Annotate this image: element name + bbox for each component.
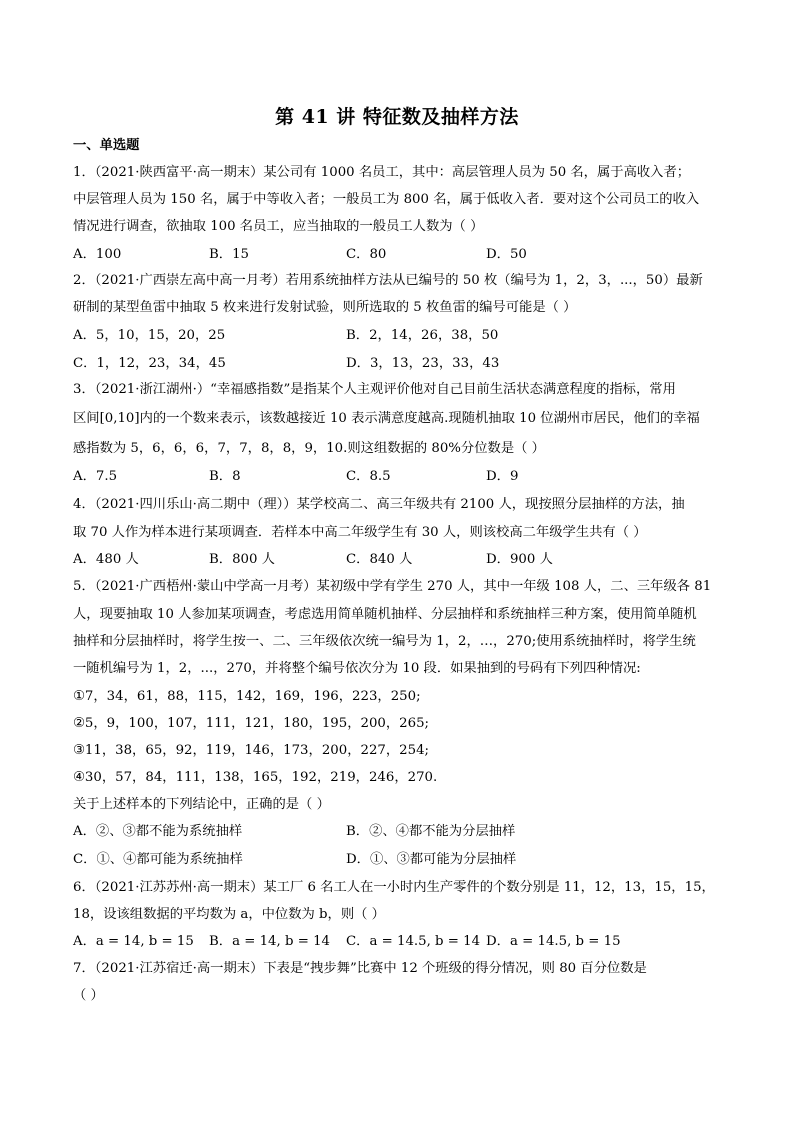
question-1-line-3: 情况进行调查，欲抽取 100 名员工，应当抽取的一般员工人数为（ ） <box>73 219 484 234</box>
question-5-line-4: 一随机编号为 1，2，...，270，并将整个编号依次分为 10 段．如果抽到的号码有下列四种情况: <box>73 661 641 676</box>
question-5-option-b: B．②、④都不能为分层抽样 <box>346 824 516 839</box>
question-6-option-b: B．a = 14, b = 14 <box>209 934 330 949</box>
question-4-option-d: D．900 人 <box>486 552 553 567</box>
question-5-line-1: 5．（2021·广西梧州·蒙山中学高一月考）某初级中学有学生 270 人，其中一年级 108 人，二、三年级各 81 <box>73 579 712 594</box>
question-5-option-a: A．②、③都不能为系统抽样 <box>73 824 243 839</box>
question-2-option-d: D．3，13，23，33，43 <box>346 356 500 371</box>
question-1-option-d: D．50 <box>486 247 527 262</box>
section-heading: 一、单选题 <box>73 138 140 153</box>
question-3-option-b: B．8 <box>209 469 241 484</box>
question-5-sample-1: ①7，34，61，88，115，142，169，196，223，250; <box>73 689 421 704</box>
question-3-line-3: 感指数为 5，6，6，6，7，7，8，8，9，10.则这组数据的 80%分位数是（ ） <box>73 441 545 456</box>
question-1-option-b: B．15 <box>209 247 249 262</box>
question-5-line-9: 关于上述样本的下列结论中，正确的是（ ） <box>73 797 330 812</box>
question-5-line-2: 人，现要抽取 10 人参加某项调查，考虑选用简单随机抽样、分层抽样和系统抽样三种方案，使用简单随机 <box>73 607 697 622</box>
question-5-sample-2: ②5，9，100，107，111，121，180，195，200，265; <box>73 716 430 731</box>
question-1-line-1: 1．（2021·陕西富平·高一期末）某公司有 1000 名员工，其中：高层管理人员为 50 名，属于高收入者； <box>73 165 691 180</box>
question-4-option-a: A．480 人 <box>73 552 139 567</box>
question-3-option-c: C．8.5 <box>346 469 391 484</box>
question-2-option-a: A．5，10，15，20，25 <box>73 328 226 343</box>
question-7-line-1: 7．（2021·江苏宿迁·高一期末）下表是“拽步舞”比赛中 12 个班级的得分情况，则 80 百分位数是 <box>73 961 647 976</box>
question-7-line-2: （ ） <box>73 988 104 1003</box>
question-6-option-d: D．a = 14.5, b = 15 <box>486 934 621 949</box>
question-2-option-c: C．1，12，23，34，45 <box>73 356 226 371</box>
question-6-option-c: C．a = 14.5, b = 14 <box>346 934 481 949</box>
question-1-option-c: C．80 <box>346 247 387 262</box>
question-3-line-1: 3．（2021·浙江湖州·）“幸福感指数”是指某个人主观评价他对自己目前生活状态满意程度的指标，常用 <box>73 382 676 397</box>
question-2-line-1: 2．（2021·广西崇左高中高一月考）若用系统抽样方法从已编号的 50 枚（编号为 1，2，3，...，50）最新 <box>73 273 703 288</box>
question-5-sample-4: ④30，57，84，111，138，165，192，219，246，270. <box>73 770 438 785</box>
question-2-line-2: 研制的某型鱼雷中抽取 5 枚来进行发射试验，则所选取的 5 枚鱼雷的编号可能是（ ） <box>73 300 577 315</box>
question-5-sample-3: ③11，38，65，92，119，146，173，200，227，254; <box>73 743 430 758</box>
question-4-line-2: 取 70 人作为样本进行某项调查．若样本中高二年级学生有 30 人，则该校高二年级学生共有（ ） <box>73 525 647 540</box>
question-4-option-c: C．840 人 <box>346 552 413 567</box>
question-3-line-2: 区间[0,10]内的一个数来表示，该数越接近 10 表示满意度越高.现随机抽取 10 位湖州市居民，他们的幸福 <box>73 411 700 426</box>
question-3-option-d: D．9 <box>486 469 519 484</box>
question-4-option-b: B．800 人 <box>209 552 275 567</box>
question-3-option-a: A．7.5 <box>73 469 118 484</box>
question-5-option-d: D．①、③都可能为分层抽样 <box>346 852 517 867</box>
question-5-option-c: C．①、④都可能为系统抽样 <box>73 852 243 867</box>
question-1-option-a: A．100 <box>73 247 122 262</box>
page-title: 第 41 讲 特征数及抽样方法 <box>275 106 519 128</box>
question-5-line-3: 抽样和分层抽样时，将学生按一、二、三年级依次统一编号为 1，2，…，270;使用系统抽样时，将学生统 <box>73 634 696 649</box>
question-6-line-2: 18，设该组数据的平均数为 a，中位数为 b，则（ ） <box>73 907 385 922</box>
question-6-option-a: A．a = 14, b = 15 <box>73 934 194 949</box>
question-2-option-b: B．2，14，26，38，50 <box>346 328 499 343</box>
question-4-line-1: 4．（2021·四川乐山·高二期中（理））某学校高二、高三年级共有 2100 人，现按照分层抽样的方法，抽 <box>73 497 685 512</box>
question-6-line-1: 6．（2021·江苏苏州·高一期末）某工厂 6 名工人在一小时内生产零件的个数分别是 11，12，13，15，15， <box>73 880 715 895</box>
question-1-line-2: 中层管理人员为 150 名，属于中等收入者；一般员工为 800 名，属于低收入者．要对这个公司员工的收入 <box>73 192 700 207</box>
